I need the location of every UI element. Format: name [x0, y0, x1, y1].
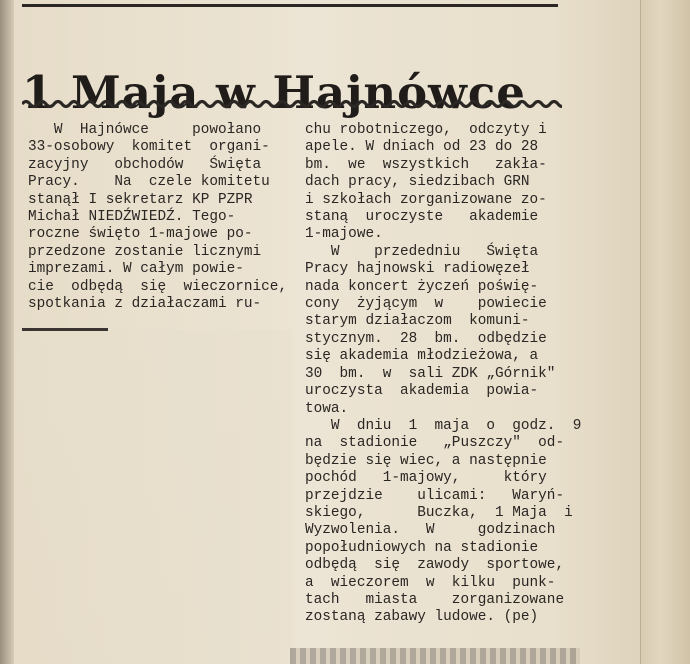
- text-line: będzie się wiec, a następnie: [305, 452, 547, 469]
- text-line: towa.: [305, 400, 349, 417]
- text-line: apele. W dniach od 23 do 28: [305, 139, 539, 156]
- text-line: cie odbędą się wieczornice,: [28, 278, 288, 295]
- text-line: stanął I sekretarz KP PZPR: [28, 191, 253, 208]
- text-line: się akademia młodzieżowa, a: [305, 348, 539, 365]
- left-column-text: [28, 122, 288, 313]
- text-line: tach miasta zorganizowane: [305, 591, 565, 608]
- text-line: pochód 1-majowy, który: [305, 470, 547, 487]
- text-line: chu robotniczego, odczyty i: [305, 122, 547, 138]
- top-rule: [22, 4, 558, 7]
- text-line: W Hajnówce powołano: [28, 122, 262, 138]
- text-line: starym działaczom komuni-: [305, 313, 530, 330]
- text-line: Pracy. Na czele komitetu: [28, 174, 270, 191]
- text-line: Pracy hajnowski radiowęzeł: [305, 261, 530, 278]
- text-line: 1-majowe.: [305, 226, 383, 243]
- text-line: roczne święto 1-majowe po-: [28, 226, 253, 243]
- text-line: spotkania z działaczami ru-: [28, 296, 262, 313]
- text-line: zacyjny obchodów Święta: [28, 156, 262, 173]
- text-line: staną uroczyste akademie: [305, 209, 539, 226]
- wavy-divider: [22, 98, 562, 110]
- text-line: a wieczorem w kilku punk-: [305, 574, 556, 591]
- text-line: przejdzie ulicami: Waryń-: [305, 487, 565, 504]
- text-line: skiego, Buczka, 1 Maja i: [305, 504, 573, 521]
- paper-fold-shade: [18, 330, 292, 664]
- page-left-edge: [0, 0, 14, 664]
- text-line: przedzone zostanie licznymi: [28, 243, 262, 260]
- text-line: zostaną zabawy ludowe. (pe): [305, 609, 539, 626]
- text-line: i szkołach zorganizowane zo-: [305, 191, 547, 208]
- text-line: uroczysta akademia powia-: [305, 383, 539, 400]
- adjacent-page-edge: [640, 0, 690, 664]
- text-line: imprezami. W całym powie-: [28, 261, 244, 278]
- text-line: stycznym. 28 bm. odbędzie: [305, 330, 547, 347]
- text-line: 33-osobowy komitet organi-: [28, 139, 270, 156]
- text-line: popołudniowych na stadionie: [305, 539, 539, 556]
- text-line: cony żyjącym w powiecie: [305, 296, 547, 313]
- text-line: nada koncert życzeń poświę-: [305, 278, 539, 295]
- text-line: na stadionie „Puszczy" od-: [305, 435, 565, 452]
- text-line: Michał NIEDŹWIEDŹ. Tego-: [28, 209, 236, 226]
- text-line: W dniu 1 maja o godz. 9: [305, 417, 582, 434]
- right-column-text: [305, 122, 582, 627]
- text-line: dach pracy, siedzibach GRN: [305, 174, 530, 191]
- text-line: W przededniu Święta: [305, 243, 539, 260]
- article-headline: 1 Maja w Hajnówce: [22, 66, 526, 120]
- bottom-torn-strip: [290, 648, 580, 664]
- article-column-right: [305, 122, 582, 627]
- text-line: bm. we wszystkich zakła-: [305, 156, 547, 173]
- text-line: 30 bm. w sali ZDK „Górnik": [305, 365, 556, 382]
- column-end-rule: [22, 328, 108, 331]
- text-line: odbędą się zawody sportowe,: [305, 557, 565, 574]
- article-column-left: [28, 122, 288, 313]
- text-line: Wyzwolenia. W godzinach: [305, 522, 556, 539]
